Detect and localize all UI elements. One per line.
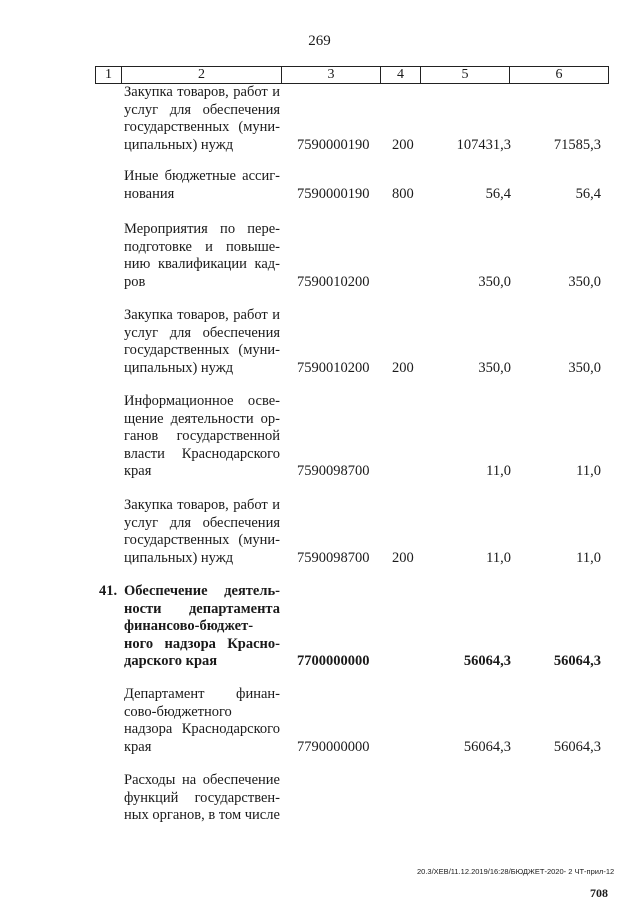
column-header-1: 1 (96, 67, 122, 83)
row-description-line: функций государствен- (124, 789, 280, 806)
row-code: 7590010200 (297, 359, 370, 376)
row-code: 7700000000 (297, 653, 370, 670)
row-description-line: финансово-бюджет- (124, 618, 254, 635)
row-description (124, 497, 280, 567)
row-description (124, 393, 280, 481)
corner-page-mark: 708 (590, 886, 608, 900)
row-amount-2020: 56064,3 (463, 653, 511, 670)
row-code: 7590000190 (297, 185, 370, 202)
row-description-line: услуг для обеспечения (124, 514, 280, 531)
row-description-line: государственных (муни- (124, 119, 280, 136)
row-description-line: дарского края (124, 653, 218, 670)
column-header-2: 2 (122, 67, 282, 83)
row-description-line: Иные бюджетные ассиг- (124, 168, 280, 184)
column-header-3: 3 (282, 67, 381, 83)
row-code: 7590098700 (297, 549, 370, 566)
row-description-line: щение деятельности ор- (124, 410, 280, 427)
row-description-line: власти Краснодарского (124, 445, 280, 462)
row-description-line: края (124, 738, 152, 755)
row-description (124, 686, 280, 756)
row-amount-2020: 11,0 (486, 549, 511, 566)
row-amount-2020: 56,4 (485, 185, 511, 202)
row-amount-2021: 350,0 (568, 273, 601, 290)
row-description-line: Расходы на обеспечение (124, 772, 280, 788)
row-expense-type: 200 (392, 359, 414, 376)
row-amount-2021: 11,0 (576, 549, 601, 566)
row-description-line: услуг для обеспечения (124, 101, 280, 118)
row-description (124, 307, 280, 377)
column-header-4: 4 (381, 67, 421, 83)
row-description-line: государственных (муни- (124, 342, 280, 359)
row-description (124, 84, 280, 154)
row-description-line: государственных (муни- (124, 532, 280, 549)
row-amount-2021: 56064,3 (553, 653, 601, 670)
row-amount-2021: 11,0 (576, 463, 601, 480)
row-amount-2021: 56,4 (575, 185, 601, 202)
row-amount-2021: 56064,3 (553, 738, 601, 755)
row-expense-type: 800 (392, 185, 414, 202)
row-amount-2020: 350,0 (478, 359, 511, 376)
row-expense-type: 200 (392, 549, 414, 566)
row-description-line: ципальных) нужд (124, 136, 234, 153)
row-number: 41. (99, 583, 118, 599)
row-description-line: ных органов, в том числе (124, 807, 280, 824)
row-description-line: надзора Краснодарского (124, 721, 280, 738)
row-description-line: ров (124, 273, 146, 290)
column-header-6: 6 (555, 67, 563, 82)
row-description-line: Обеспечение деятель- (124, 583, 280, 599)
row-description-line: подготовке и повыше- (124, 238, 280, 255)
row-description (124, 772, 280, 825)
row-description-line: Департамент финан- (124, 686, 280, 702)
row-amount-2020: 11,0 (486, 463, 511, 480)
row-amount-2021: 350,0 (568, 359, 601, 376)
row-amount-2020: 350,0 (478, 273, 511, 290)
row-amount-2020: 107431,3 (456, 136, 511, 153)
table-column-header (95, 66, 609, 84)
row-description-line: края (124, 463, 152, 480)
row-expense-type: 200 (392, 136, 414, 153)
row-code: 7590010200 (297, 273, 370, 290)
row-description-line: сово-бюджетного (124, 703, 232, 720)
row-code: 7790000000 (297, 738, 370, 755)
row-code: 7590000190 (297, 136, 370, 153)
row-amount-2020: 56064,3 (463, 738, 511, 755)
row-description-line: ципальных) нужд (124, 359, 234, 376)
row-description (124, 168, 280, 203)
page-number: 269 (308, 33, 331, 49)
row-description-line: Информационное осве- (124, 393, 280, 409)
row-description-line: услуг для обеспечения (124, 324, 280, 341)
row-description (124, 221, 280, 291)
row-description (124, 583, 280, 671)
row-description-line: Закупка товаров, работ и (124, 497, 280, 513)
row-description-line: Закупка товаров, работ и (124, 307, 280, 323)
row-description-line: нования (124, 185, 175, 202)
row-description-line: ного надзора Красно- (124, 635, 280, 652)
row-description-line: Закупка товаров, работ и (124, 84, 280, 100)
footer-note: 20.3/ХЕВ/11.12.2019/16:28/БЮДЖЕТ-2020- 2 ЧТ-прил-12 (417, 867, 615, 876)
row-description-line: нию квалификации кад- (124, 256, 280, 273)
row-code: 7590098700 (297, 463, 370, 480)
row-description-line: ганов государственной (124, 428, 280, 445)
row-description-line: Мероприятия по пере- (124, 221, 280, 237)
row-description-line: ности департамента (124, 600, 280, 617)
row-description-line: ципальных) нужд (124, 549, 234, 566)
column-header-5: 5 (421, 67, 510, 83)
row-amount-2021: 71585,3 (553, 136, 601, 153)
